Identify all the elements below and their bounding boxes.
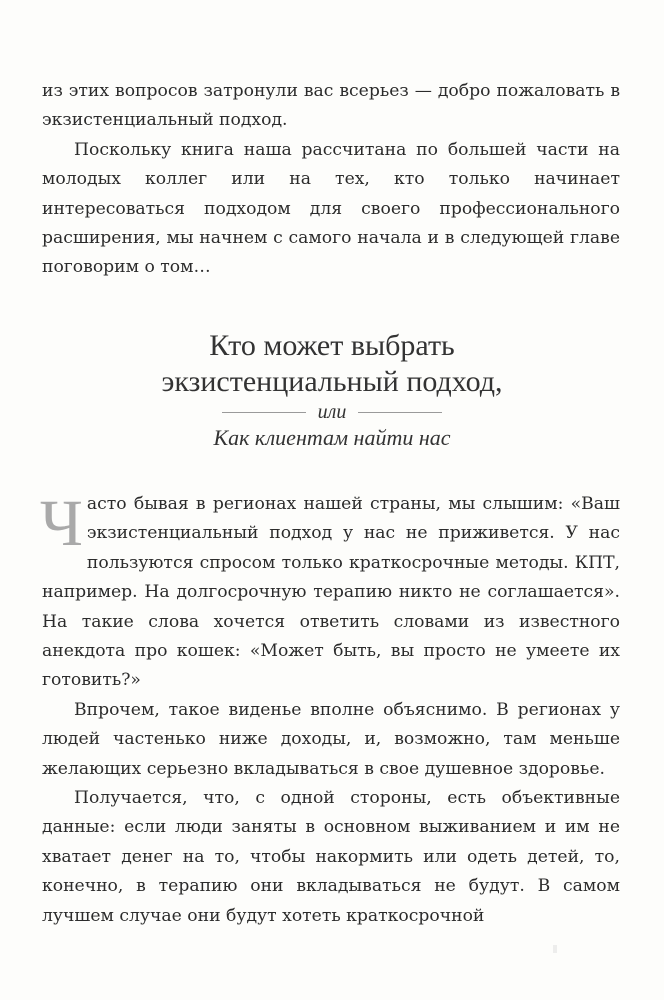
drop-cap: Ч (40, 487, 83, 560)
paragraph: Впрочем, такое виденье вполне объяснимо. В регионах у людей частенько ниже доходы, и, возможно, там меньше желающих серьезно вкладываться в свое душевное здоровье. (42, 699, 620, 779)
chapter-title-line-2: экзистенциальный подход, (161, 365, 503, 398)
separator-rule-left (222, 412, 306, 413)
paragraph (40, 487, 620, 696)
title-separator (0, 402, 664, 422)
chapter-text (40, 487, 620, 931)
intro-text (42, 77, 620, 283)
chapter-heading (0, 328, 664, 454)
paragraph: Поскольку книга наша рассчитана по большей части на молодых коллег или на тех, кто только начинает интересоваться подходом для своего профессионального расширения, мы начнем с самого начала и в следующей главе поговорим о том… (42, 139, 620, 278)
page-mark (553, 945, 557, 953)
chapter-subtitle: Как клиентам найти нас (213, 425, 451, 450)
paragraph: из этих вопросов затронули вас всерьез — добро пожаловать в экзистенциальный подход. (42, 81, 620, 131)
separator-word: или (317, 400, 347, 423)
separator-rule-right (358, 412, 442, 413)
paragraph-text: асто бывая в регионах нашей страны, мы слышим: «Ваш экзистенциальный подход у нас не приживется. У нас пользуются спросом только краткосрочные методы. КПТ, например. На долгосрочную терапию никто не соглашается». На такие слова хочется ответить словами из известного анекдота про кошек: «Может быть, вы просто не умеете их готовить?» (42, 494, 620, 691)
chapter-title-line-1: Кто может выбрать (209, 329, 455, 362)
paragraph: Получается, что, с одной стороны, есть объективные данные: если люди заняты в основном выживанием и им не хватает денег на то, чтобы накормить или одеть детей, то, конечно, в терапию они вкладываться не будут. В самом лучшем случае они будут хотеть краткосрочной (42, 788, 620, 926)
